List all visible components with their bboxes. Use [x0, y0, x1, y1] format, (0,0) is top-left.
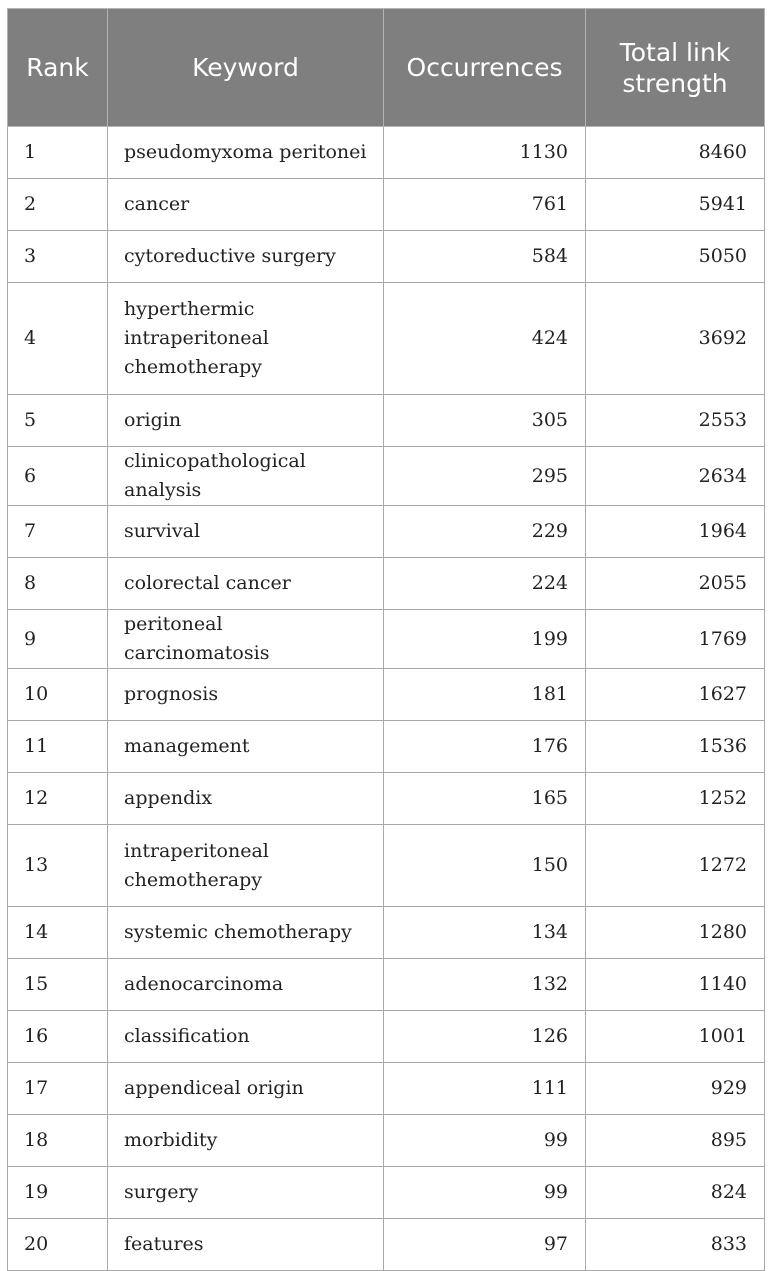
total-link-strength-cell: 1140	[586, 959, 765, 1011]
total-link-strength-cell: 3692	[586, 283, 765, 395]
rank-cell: 13	[8, 825, 108, 907]
total-link-strength-cell: 1252	[586, 773, 765, 825]
rank-cell: 4	[8, 283, 108, 395]
occurrences-cell: 761	[384, 179, 586, 231]
table-header	[8, 9, 765, 127]
table-row	[8, 558, 765, 610]
keyword-cell: clinicopathological analysis	[108, 447, 384, 506]
total-link-strength-cell: 1627	[586, 669, 765, 721]
rank-cell: 3	[8, 231, 108, 283]
occurrences-cell: 111	[384, 1063, 586, 1115]
total-link-strength-cell: 1536	[586, 721, 765, 773]
occurrences-cell: 99	[384, 1167, 586, 1219]
keyword-cell: cytoreductive surgery	[108, 231, 384, 283]
table-row	[8, 721, 765, 773]
total-link-strength-cell: 895	[586, 1115, 765, 1167]
table-row	[8, 1063, 765, 1115]
table-row	[8, 179, 765, 231]
total-link-strength-cell: 2553	[586, 395, 765, 447]
occurrences-cell: 224	[384, 558, 586, 610]
occurrences-cell: 305	[384, 395, 586, 447]
rank-cell: 7	[8, 506, 108, 558]
rank-cell: 15	[8, 959, 108, 1011]
header-keyword: Keyword	[108, 9, 384, 127]
occurrences-cell: 150	[384, 825, 586, 907]
table-row	[8, 610, 765, 669]
occurrences-cell: 132	[384, 959, 586, 1011]
occurrences-cell: 165	[384, 773, 586, 825]
keyword-cell: appendix	[108, 773, 384, 825]
rank-cell: 11	[8, 721, 108, 773]
rank-cell: 8	[8, 558, 108, 610]
keyword-cell: hyperthermic intraperitoneal chemotherapy	[108, 283, 384, 395]
keyword-cell: pseudomyxoma peritonei	[108, 127, 384, 179]
table-row	[8, 447, 765, 506]
total-link-strength-cell: 929	[586, 1063, 765, 1115]
table-row	[8, 1115, 765, 1167]
keyword-cell: classification	[108, 1011, 384, 1063]
keyword-cell: morbidity	[108, 1115, 384, 1167]
keyword-cell: adenocarcinoma	[108, 959, 384, 1011]
occurrences-cell: 134	[384, 907, 586, 959]
occurrences-cell: 1130	[384, 127, 586, 179]
occurrences-cell: 229	[384, 506, 586, 558]
occurrences-cell: 424	[384, 283, 586, 395]
keyword-table	[7, 8, 765, 1271]
occurrences-cell: 181	[384, 669, 586, 721]
table-row	[8, 669, 765, 721]
keyword-cell: intraperitoneal chemotherapy	[108, 825, 384, 907]
keyword-cell: features	[108, 1219, 384, 1271]
keyword-cell: peritoneal carcinomatosis	[108, 610, 384, 669]
rank-cell: 12	[8, 773, 108, 825]
table-row	[8, 127, 765, 179]
rank-cell: 10	[8, 669, 108, 721]
keyword-cell: surgery	[108, 1167, 384, 1219]
keyword-cell: prognosis	[108, 669, 384, 721]
keyword-cell: appendiceal origin	[108, 1063, 384, 1115]
rank-cell: 16	[8, 1011, 108, 1063]
keyword-cell: survival	[108, 506, 384, 558]
table-row	[8, 283, 765, 395]
table-body	[8, 127, 765, 1271]
total-link-strength-cell: 824	[586, 1167, 765, 1219]
rank-cell: 20	[8, 1219, 108, 1271]
total-link-strength-cell: 5050	[586, 231, 765, 283]
total-link-strength-cell: 1769	[586, 610, 765, 669]
table-row	[8, 395, 765, 447]
total-link-strength-cell: 2055	[586, 558, 765, 610]
occurrences-cell: 176	[384, 721, 586, 773]
table-row	[8, 1167, 765, 1219]
table-row	[8, 506, 765, 558]
total-link-strength-cell: 2634	[586, 447, 765, 506]
table-row	[8, 231, 765, 283]
keyword-cell: cancer	[108, 179, 384, 231]
occurrences-cell: 97	[384, 1219, 586, 1271]
total-link-strength-cell: 1001	[586, 1011, 765, 1063]
table-row	[8, 907, 765, 959]
keyword-table-container	[7, 8, 764, 1271]
occurrences-cell: 99	[384, 1115, 586, 1167]
table-row	[8, 1011, 765, 1063]
rank-cell: 14	[8, 907, 108, 959]
rank-cell: 9	[8, 610, 108, 669]
keyword-cell: origin	[108, 395, 384, 447]
total-link-strength-cell: 1272	[586, 825, 765, 907]
rank-cell: 2	[8, 179, 108, 231]
rank-cell: 18	[8, 1115, 108, 1167]
total-link-strength-cell: 1280	[586, 907, 765, 959]
table-row	[8, 959, 765, 1011]
header-occurrences: Occurrences	[384, 9, 586, 127]
total-link-strength-cell: 833	[586, 1219, 765, 1271]
rank-cell: 17	[8, 1063, 108, 1115]
header-rank: Rank	[8, 9, 108, 127]
rank-cell: 6	[8, 447, 108, 506]
rank-cell: 1	[8, 127, 108, 179]
table-row	[8, 773, 765, 825]
occurrences-cell: 126	[384, 1011, 586, 1063]
occurrences-cell: 199	[384, 610, 586, 669]
header-row	[8, 9, 765, 127]
keyword-cell: colorectal cancer	[108, 558, 384, 610]
rank-cell: 19	[8, 1167, 108, 1219]
header-total-link-strength: Total link strength	[586, 9, 765, 127]
total-link-strength-cell: 8460	[586, 127, 765, 179]
table-row	[8, 1219, 765, 1271]
total-link-strength-cell: 5941	[586, 179, 765, 231]
table-row	[8, 825, 765, 907]
keyword-cell: management	[108, 721, 384, 773]
keyword-cell: systemic chemotherapy	[108, 907, 384, 959]
rank-cell: 5	[8, 395, 108, 447]
total-link-strength-cell: 1964	[586, 506, 765, 558]
occurrences-cell: 295	[384, 447, 586, 506]
occurrences-cell: 584	[384, 231, 586, 283]
